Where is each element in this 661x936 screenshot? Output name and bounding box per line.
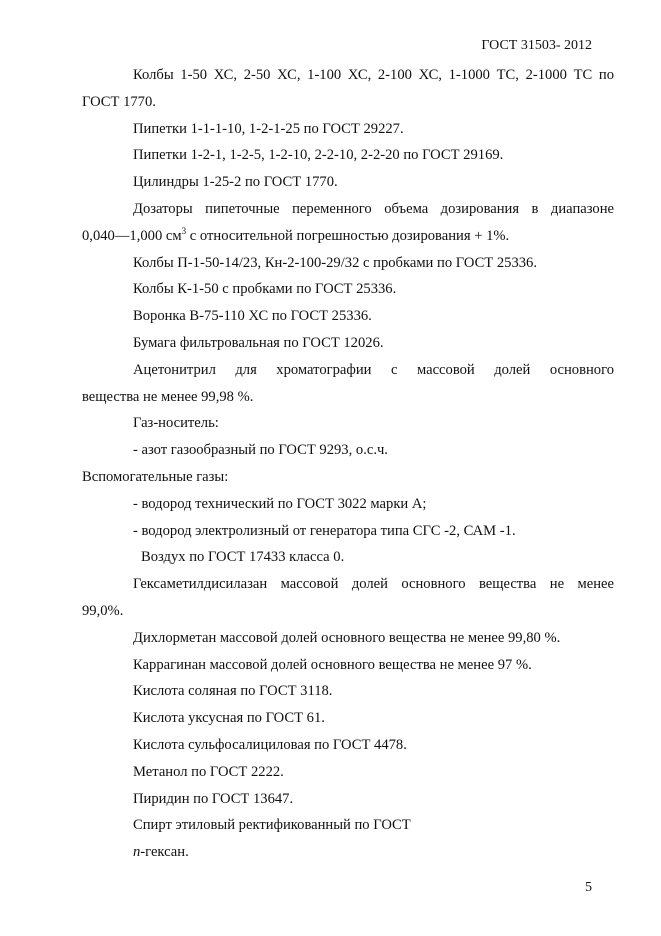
text-span: 0,040—1,000 см bbox=[82, 227, 182, 244]
text-line: Метанол по ГОСТ 2222. bbox=[133, 763, 284, 780]
text-line: Кислота уксусная по ГОСТ 61. bbox=[133, 710, 325, 727]
text-line: Спирт этиловый ректификованный по ГОСТ bbox=[133, 817, 411, 834]
text-line: Вспомогательные газы: bbox=[82, 468, 229, 485]
text-line: Колбы К-1-50 с пробками по ГОСТ 25336. bbox=[133, 281, 397, 298]
italic-n: n bbox=[133, 844, 141, 861]
text-line: Бумага фильтровальная по ГОСТ 12026. bbox=[133, 334, 384, 351]
text-span: -гексан. bbox=[140, 844, 189, 861]
text-line: - водород электролизный от генератора типа СГС -2, САМ -1. bbox=[133, 522, 516, 539]
text-line: Кислота соляная по ГОСТ 3118. bbox=[133, 683, 333, 700]
text-line: Пиридин по ГОСТ 13647. bbox=[133, 790, 294, 807]
text-span: с относительной погрешностью дозирования + 1%. bbox=[186, 227, 510, 244]
text-line: вещества не менее 99,98 %. bbox=[82, 388, 254, 405]
document-body bbox=[82, 62, 614, 866]
text-line: Кислота сульфосалициловая по ГОСТ 4478. bbox=[133, 736, 407, 753]
superscript: 3 bbox=[181, 225, 187, 236]
text-line: Дозаторы пипеточные переменного объема дозирования в диапазоне bbox=[133, 200, 614, 217]
page-header: ГОСТ 31503- 2012 bbox=[481, 38, 592, 53]
text-line: Колбы 1-50 ХС, 2-50 ХС, 1-100 ХС, 2-100 ХС, 1-1000 ТС, 2-1000 ТС по bbox=[133, 67, 614, 83]
text-line: Гексаметилдисилазан массовой долей основного вещества не менее bbox=[133, 576, 614, 593]
text-line: Воздух по ГОСТ 17433 класса 0. bbox=[141, 549, 345, 566]
text-line bbox=[82, 223, 614, 250]
text-line: Колбы П-1-50-14/23, Кн-2-100-29/32 с пробками по ГОСТ 25336. bbox=[133, 254, 537, 271]
text-line: Ацетонитрил для хроматографии с массовой долей основного bbox=[133, 361, 614, 378]
text-line: Пипетки 1-2-1, 1-2-5, 1-2-10, 2-2-10, 2-2-20 по ГОСТ 29169. bbox=[133, 147, 504, 164]
text-line: Газ-носитель: bbox=[133, 415, 219, 432]
text-line: 99,0%. bbox=[82, 602, 124, 619]
text-line: Воронка В-75-110 ХС по ГОСТ 25336. bbox=[133, 308, 372, 325]
text-line: Цилиндры 1-25-2 по ГОСТ 1770. bbox=[133, 174, 338, 191]
text-line: Пипетки 1-1-1-10, 1-2-1-25 по ГОСТ 29227. bbox=[133, 120, 404, 137]
text-line bbox=[82, 839, 614, 866]
text-line: - азот газообразный по ГОСТ 9293, о.с.ч. bbox=[133, 442, 388, 459]
text-line: Дихлорметан массовой долей основного вещества не менее 99,80 %. bbox=[133, 629, 561, 646]
text-line: ГОСТ 1770. bbox=[82, 93, 156, 110]
text-line: - водород технический по ГОСТ 3022 марки А; bbox=[133, 495, 427, 512]
text-line: Каррагинан массовой долей основного вещества не менее 97 %. bbox=[133, 656, 532, 673]
page-number: 5 bbox=[585, 880, 592, 895]
